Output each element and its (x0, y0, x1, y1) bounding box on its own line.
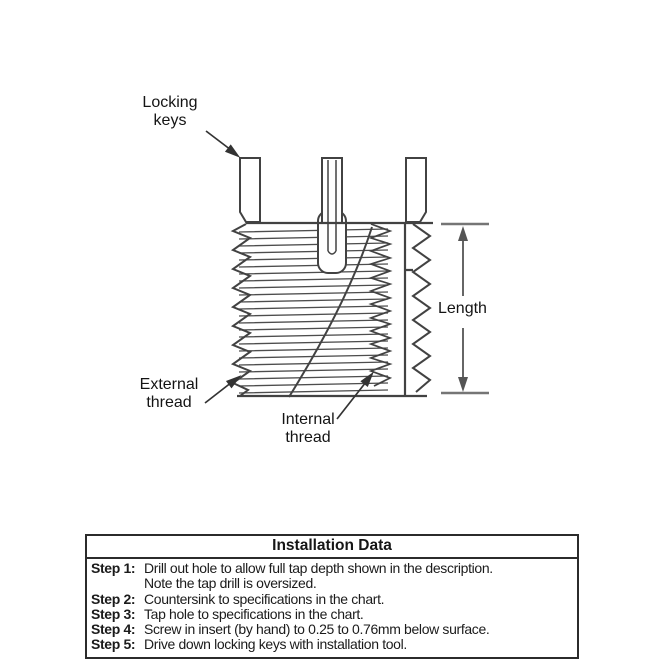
step-text: Screw in insert (by hand) to 0.25 to 0.76mm below surface. (144, 621, 490, 638)
step-label: Step 4: (91, 621, 136, 638)
installation-data-table (85, 534, 579, 659)
locking-key-center (322, 158, 342, 223)
step-row-5 (91, 637, 574, 652)
step-row-3 (91, 607, 574, 622)
step-text: Countersink to specifications in the chart. (144, 590, 385, 607)
step-label: Step 5: (91, 636, 136, 653)
external-thread-profile (233, 224, 250, 396)
thread-section-lines (239, 229, 388, 393)
external-thread-profile-right (413, 224, 430, 392)
locking-key-right (406, 158, 426, 222)
step-row-4 (91, 622, 574, 637)
label-length: Length (438, 300, 487, 317)
locking-keys-arrow (206, 131, 231, 150)
step-label: Step 3: (91, 605, 136, 622)
dimension-arrow-down (458, 377, 468, 392)
label-arrows (205, 131, 372, 419)
step-text: Drive down locking keys with installation tool. (144, 636, 407, 653)
dimension-arrow-up (458, 226, 468, 241)
label-internal-thread: Internal thread (281, 411, 335, 446)
step-row-1 (91, 561, 574, 592)
label-external-thread: External thread (139, 376, 199, 411)
locking-key-left (240, 158, 260, 222)
table-body (87, 559, 577, 657)
label-locking-keys: Locking keys (142, 94, 198, 129)
step-label: Step 2: (91, 590, 136, 607)
step-text: Tap hole to specifications in the chart. (144, 605, 364, 622)
table-title: Installation Data (87, 536, 577, 559)
step-row-2 (91, 592, 574, 607)
step-text: Drill out hole to allow full tap depth shown in the description. Note the tap drill is oversized. (144, 560, 493, 592)
step-label: Step 1: (91, 560, 136, 576)
